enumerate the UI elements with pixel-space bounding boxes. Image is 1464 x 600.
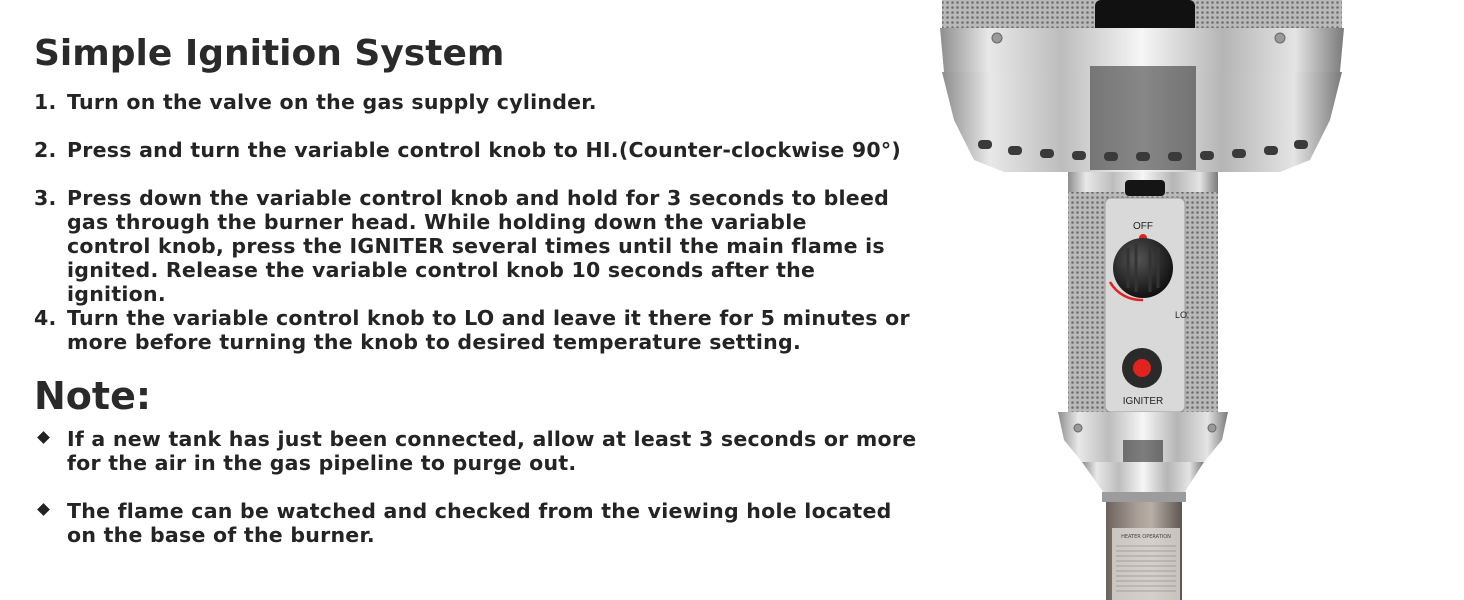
screw-icon — [1275, 33, 1285, 43]
step-number: 2. — [34, 138, 57, 162]
diamond-bullet-icon — [37, 503, 50, 516]
step-text: Press down the variable control knob and hold for 3 seconds to bleed gas through the burner head. While holding down the variable control knob, press the IGNITER several times until the main flame is ignited. Release the variable control knob 10 seconds after the ignition. — [67, 186, 890, 306]
step-text: Turn the variable control knob to LO and leave it there for 5 minutes or more before turning the knob to desired temperature setting. — [67, 306, 910, 354]
panel-slot — [1125, 180, 1165, 196]
note-title: Note: — [34, 374, 152, 418]
igniter-label: IGNITER — [1122, 396, 1164, 407]
pole-ring — [1102, 492, 1186, 502]
screw-icon — [1074, 424, 1082, 432]
screw-icon — [1208, 424, 1216, 432]
note-item: The flame can be watched and checked from the viewing hole located on the base of the burner. — [67, 499, 892, 547]
diamond-bullet-icon — [37, 431, 50, 444]
step-text: Press and turn the variable control knob to HI.(Counter-clockwise 90°) — [67, 138, 902, 162]
step-number: 3. — [34, 186, 57, 210]
note-item: If a new tank has just been connected, allow at least 3 seconds or more for the air in the gas pipeline to purge out. — [67, 427, 917, 475]
step-number: 1. — [34, 90, 57, 114]
neck-flare — [1082, 462, 1204, 496]
igniter-red-dot — [1133, 359, 1151, 377]
control-knob — [1113, 238, 1173, 298]
patio-heater-photo — [920, 0, 1464, 600]
knob-off-label: OFF — [1133, 221, 1153, 232]
knob-lo-label: LO — [1175, 310, 1188, 320]
step-text: Turn on the valve on the gas supply cylinder. — [67, 90, 597, 114]
heater-illustration — [920, 0, 1464, 600]
step-number: 4. — [34, 306, 57, 330]
page-title: Simple Ignition System — [34, 33, 505, 74]
sticker-title: HEATER OPERATION — [1121, 534, 1171, 540]
screw-icon — [992, 33, 1002, 43]
